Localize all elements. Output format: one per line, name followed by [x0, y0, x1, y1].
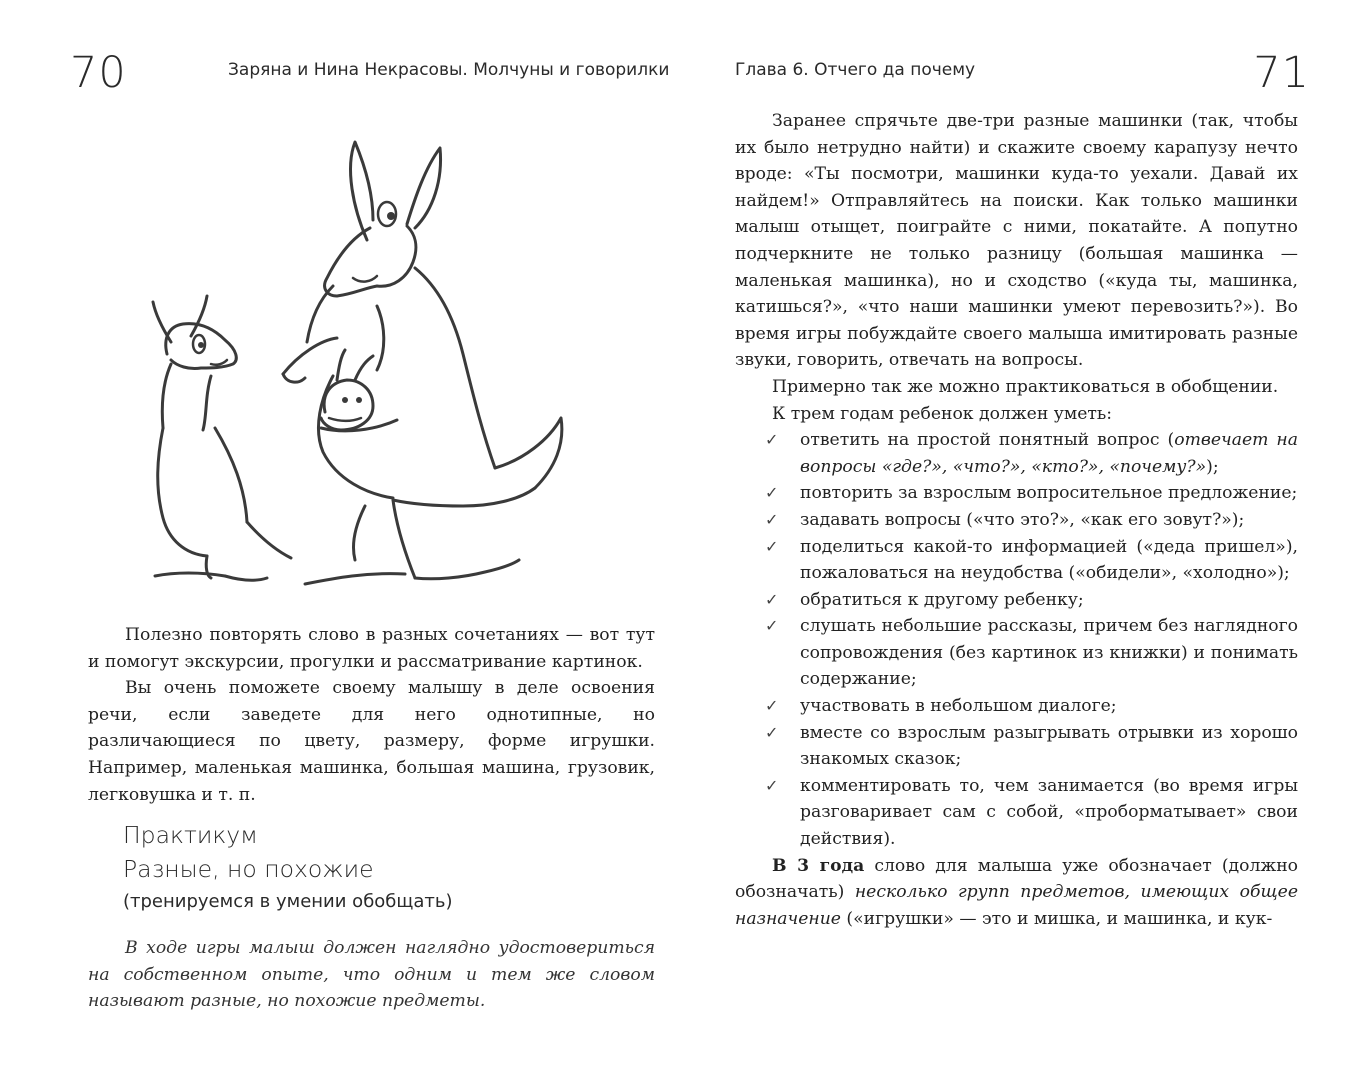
adult-kangaroo-drawing [283, 142, 562, 584]
right-page [677, 0, 1355, 1080]
list-item: ✓ слушать небольшие рассказы, причем без наглядного сопровождения (без картинок из книжки) и понимать содержание; [735, 613, 1298, 693]
practicum-goal [88, 935, 655, 1015]
list-item: ✓ вместе со взрослым разыгрывать отрывки из хорошо знакомых сказок; [735, 720, 1298, 773]
paragraph: Примерно так же можно практиковаться в обобщении. [772, 376, 1279, 397]
list-item: ✓ комментировать то, чем занимается (во время игры разговаривает сам с собой, «проборматывает» свои действия). [735, 773, 1298, 853]
closing-paragraph: В 3 года слово для малыша уже обозначает (должно обозначать) несколько групп предметов, имеющих общее назначение («игрушки» — это и мишка, и машинка, и кук- [735, 855, 1299, 929]
left-page [0, 0, 677, 1080]
checkmark-icon: ✓ [765, 722, 779, 742]
list-item: ✓ повторить за взрослым вопросительное предложение; [735, 480, 1298, 507]
joey-in-pouch-drawing [321, 350, 397, 431]
kangaroo-family-illustration [115, 128, 625, 588]
checkmark-icon: ✓ [765, 430, 779, 450]
list-item: ✓ ответить на простой понятный вопрос (отвечает на вопросы «где?», «что?», «кто?», «почему?»); [735, 427, 1298, 480]
checkmark-icon: ✓ [765, 589, 779, 609]
young-kangaroo-drawing [153, 296, 291, 580]
list-item: ✓ поделиться какой-то информацией («деда пришел»), пожаловаться на неудобства («обидели», «холодно»); [735, 534, 1298, 587]
right-body-text [735, 108, 1298, 932]
practicum-heading [123, 818, 663, 916]
list-item: ✓ задавать вопросы («что это?», «как его зовут?»); [735, 507, 1298, 534]
checkmark-icon: ✓ [765, 483, 779, 503]
checkmark-icon: ✓ [765, 536, 779, 556]
paragraph: Заранее спрячьте две-три разные машинки (так, чтобы их было нетрудно найти) и скажите своему карапузу нечто вроде: «Ты посмотри, машинки куда-то уехали. Давай их найдем!» Отправляйтесь на поиски. Как только машинки малыш отыщет, поиграйте с ними, покатайте. А попутно подчеркните не только разницу (большая машинка — маленькая машинка), но и сходство («куда ты, машинка, катишься?», «что наши машинки умеют перевозить?»). Во время игры побуждайте своего малыша имитировать разные звуки, говорить, отвечать на вопросы. [735, 111, 1298, 371]
running-head-left: Заряна и Нина Некрасовы. Молчуны и говорилки [228, 60, 670, 80]
age-highlight: В 3 года [772, 855, 865, 876]
practicum-title: Разные, но похожие [123, 855, 374, 883]
practicum-subtitle: (тренируемся в умении обобщать) [123, 891, 453, 912]
paragraph: Полезно повторять слово в разных сочетаниях — вот тут и помогут экскурсии, прогулки и рассматривание картинок. [88, 625, 655, 672]
skills-checklist [735, 427, 1298, 853]
checkmark-icon: ✓ [765, 696, 779, 716]
list-item: ✓ обратиться к другому ребенку; [735, 587, 1298, 614]
list-intro: К трем годам ребенок должен уметь: [772, 403, 1113, 424]
practicum-label: Практикум [123, 821, 258, 849]
italic-paragraph: В ходе игры малыш должен наглядно удостовериться на собственном опыте, что одним и тем же словом называют разные, но похожие предметы. [88, 938, 655, 1012]
checkmark-icon: ✓ [765, 616, 779, 636]
page-number-left: 70 [70, 48, 127, 98]
checkmark-icon: ✓ [765, 509, 779, 529]
paragraph: Вы очень поможете своему малышу в деле освоения речи, если заведете для него однотипные, но различающиеся по цвету, размеру, форме игрушки. Например, маленькая машинка, большая машина, грузовик, легковушка и т. п. [88, 678, 655, 805]
checkmark-icon: ✓ [765, 775, 779, 795]
list-item: ✓ участвовать в небольшом диалоге; [735, 693, 1298, 720]
page-number-right: 71 [1253, 48, 1310, 98]
running-head-right: Глава 6. Отчего да почему [735, 60, 976, 80]
left-body-text [88, 622, 655, 808]
